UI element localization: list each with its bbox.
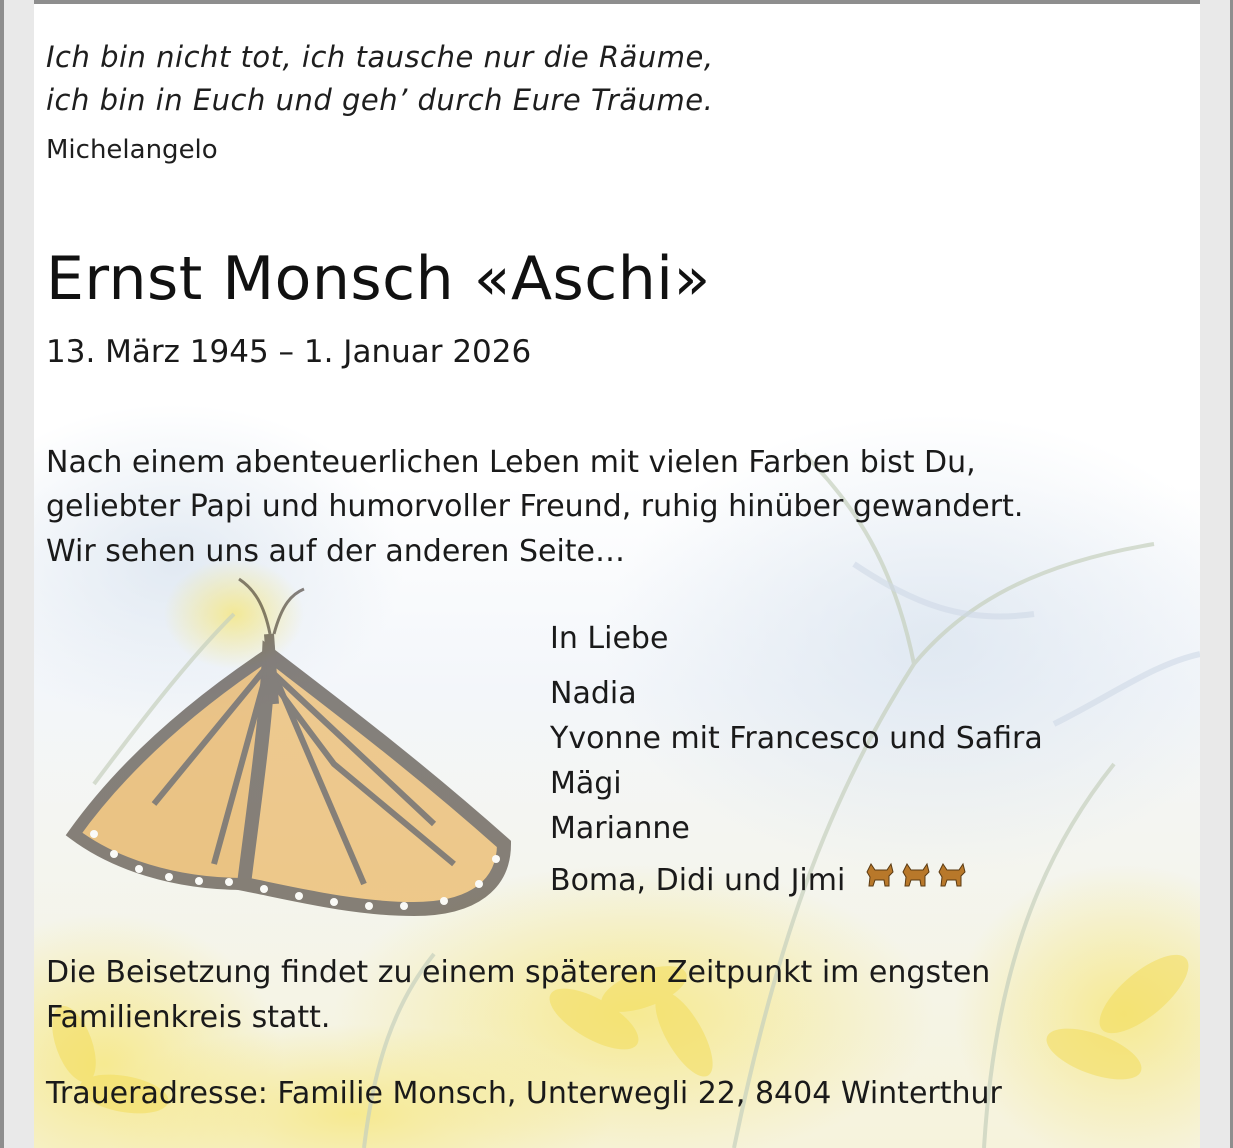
obituary-card	[34, 4, 1200, 1148]
deceased-name: Ernst Monsch «Aschi»	[46, 244, 711, 314]
quote-line-2: ich bin in Euch und geh’ durch Eure Träume.	[46, 83, 714, 117]
quote-line-1: Ich bin nicht tot, ich tausche nur die Räume,	[46, 40, 714, 74]
signoff-greeting: In Liebe	[550, 621, 669, 656]
message-line-2: geliebter Papi und humorvoller Freund, ruhig hinüber gewandert.	[46, 489, 1024, 524]
frame-margin-left	[4, 0, 34, 1148]
funeral-note-line-2: Familienkreis statt.	[46, 1000, 331, 1035]
dog-icons	[861, 856, 971, 897]
obituary-text	[34, 4, 1200, 1148]
mourner-name: Mägi	[550, 766, 622, 801]
funeral-note-line-1: Die Beisetzung findet zu einem späteren Zeitpunkt im engsten	[46, 955, 991, 990]
mourner-name: Marianne	[550, 811, 690, 846]
message-line-3: Wir sehen uns auf der anderen Seite…	[46, 534, 626, 569]
mourner-name: Yvonne mit Francesco und Safira	[550, 721, 1043, 756]
quote-author: Michelangelo	[46, 135, 218, 165]
mourner-name: Nadia	[550, 676, 637, 711]
mourner-name: Boma, Didi und Jimi	[550, 863, 846, 898]
mourner-name-with-dogs	[550, 856, 971, 898]
life-dates: 13. März 1945 – 1. Januar 2026	[46, 334, 532, 370]
message-line-1: Nach einem abenteuerlichen Leben mit vielen Farben bist Du,	[46, 445, 976, 480]
dog-icon	[861, 856, 971, 890]
mourning-address: Traueradresse: Familie Monsch, Unterwegli 22, 8404 Winterthur	[46, 1076, 1002, 1111]
frame-margin-right	[1200, 0, 1230, 1148]
